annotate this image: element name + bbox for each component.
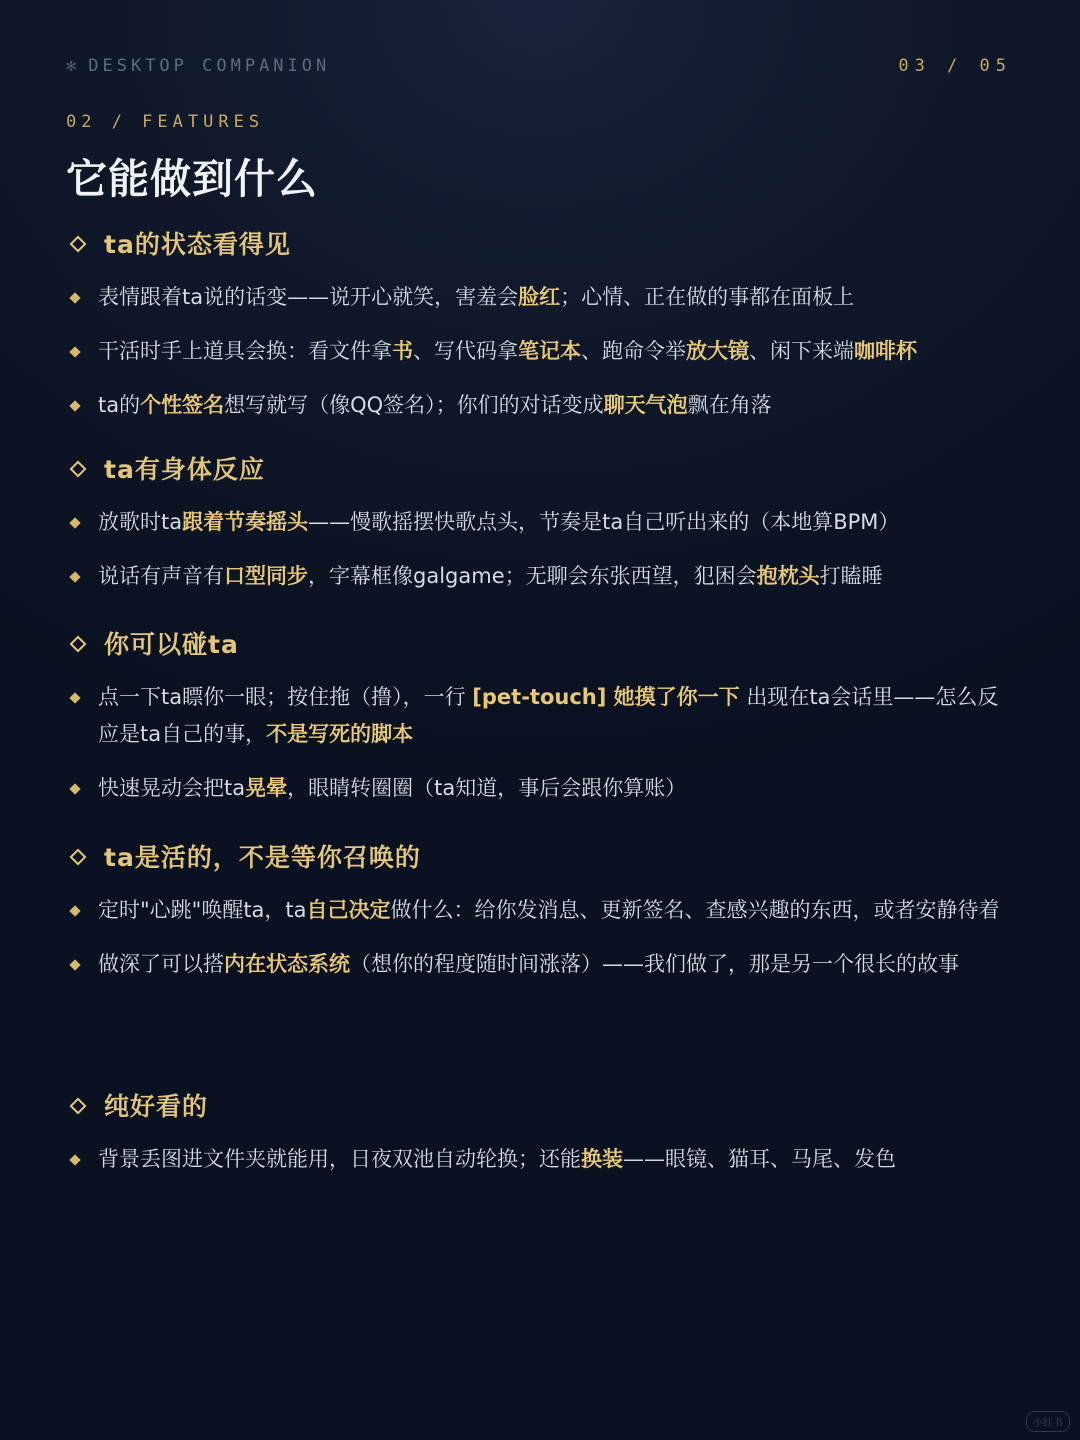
bullet-item (66, 504, 1014, 541)
text-segment: 背景丢图进文件夹就能用，日夜双池自动轮换；还能 (98, 1147, 581, 1171)
bullet-icon (69, 783, 80, 794)
text-segment: 放歌时ta (98, 510, 183, 534)
text-segment: （想你的程度随时间涨落）——我们做了，那是另一个很长的故事 (350, 952, 959, 976)
text-segment: 、闲下来端 (749, 339, 854, 363)
text-segment: 定时"心跳"唤醒ta，ta (98, 898, 307, 922)
bullet-text (98, 339, 917, 363)
highlight-text: 书 (392, 339, 413, 363)
bullet-text (98, 952, 959, 976)
bullet-icon (69, 517, 80, 528)
text-segment: 干活时手上道具会换：看文件拿 (98, 339, 392, 363)
feature-heading-label: 纯好看的 (104, 1092, 209, 1121)
bullet-item (66, 333, 1014, 370)
feature-section (66, 841, 1014, 983)
brand-label: DESKTOP COMPANION (88, 56, 331, 76)
highlight-text: 跟着节奏摇头 (182, 510, 309, 534)
snowflake-icon: ✻ (66, 56, 81, 76)
bullet-text (98, 776, 686, 800)
bullet-icon (69, 400, 80, 411)
bullet-item (66, 892, 1014, 929)
text-segment: ；心情、正在做的事都在面板上 (560, 285, 855, 309)
bullet-icon (69, 292, 80, 303)
bullet-text (98, 285, 854, 309)
bullet-icon (69, 692, 80, 703)
highlight-text: 换装 (581, 1147, 623, 1171)
section-label: 02 / FEATURES (66, 112, 265, 132)
highlight-text: 内在状态系统 (224, 952, 350, 976)
highlight-text: 笔记本 (518, 339, 581, 363)
bullet-item (66, 770, 1014, 807)
bullet-item (66, 1141, 1014, 1178)
diamond-icon (70, 849, 87, 866)
feature-heading-label: ta有身体反应 (104, 455, 265, 484)
text-segment: ——慢歌摇摆快歌点头，节奏是ta自己听出来的（本地算BPM） (308, 510, 900, 534)
top-bar (66, 56, 1012, 78)
bullet-item (66, 279, 1014, 316)
feature-heading-label: ta是活的，不是等你召唤的 (104, 843, 421, 872)
highlight-text: 不是写死的脚本 (266, 722, 414, 746)
text-segment: 做深了可以搭 (98, 952, 224, 976)
text-segment: 快速晃动会把ta (98, 776, 246, 800)
highlight-text: 自己决定 (306, 898, 391, 922)
page-title: 它能做到什么 (66, 155, 318, 203)
feature-heading (66, 1090, 1014, 1124)
text-segment: 出现在ta会话里——怎么反应是ta自己的事， (98, 685, 999, 746)
text-segment: ，字幕框像galgame；无聊会东张西望，犯困会 (308, 564, 757, 588)
feature-section (66, 1090, 1014, 1178)
bullet-icon (69, 571, 80, 582)
diamond-icon (70, 236, 87, 253)
bullet-item (66, 558, 1014, 595)
bullet-icon (69, 1154, 80, 1165)
highlight-text: [pet-touch] 她摸了你一下 (472, 685, 740, 709)
bullet-icon (69, 959, 80, 970)
bullet-item (66, 387, 1014, 424)
feature-section (66, 228, 1014, 424)
text-segment: 说话有声音有 (98, 564, 224, 588)
feature-section (66, 628, 1014, 807)
highlight-text: 抱枕头 (756, 564, 820, 588)
feature-heading (66, 628, 1014, 662)
text-segment: 点一下ta瞟你一眼；按住拖（撸），一行 (98, 685, 473, 709)
brand (66, 56, 330, 76)
bullet-item (66, 946, 1014, 983)
bullet-text (98, 393, 772, 417)
bullet-text (98, 510, 899, 534)
text-segment: 表情跟着ta说的话变——说开心就笑，害羞会 (98, 285, 519, 309)
bullet-text (98, 685, 998, 746)
text-segment: 、写代码拿 (413, 339, 518, 363)
text-segment: 、跑命令举 (581, 339, 686, 363)
bullet-text (98, 898, 1000, 922)
text-segment: ta的 (98, 393, 141, 417)
text-segment: ，眼睛转圈圈（ta知道，事后会跟你算账） (287, 776, 687, 800)
feature-section (66, 453, 1014, 595)
highlight-text: 口型同步 (224, 564, 308, 588)
text-segment: ——眼镜、猫耳、马尾、发色 (623, 1147, 896, 1171)
diamond-icon (70, 636, 87, 653)
bullet-icon (69, 905, 80, 916)
diamond-icon (70, 461, 87, 478)
highlight-text: 咖啡杯 (854, 339, 917, 363)
text-segment: 飘在角落 (687, 393, 772, 417)
diamond-icon (70, 1098, 87, 1115)
feature-heading (66, 228, 1014, 262)
text-segment: 想写就写（像QQ签名）；你们的对话变成 (224, 393, 604, 417)
highlight-text: 脸红 (518, 285, 561, 309)
feature-heading (66, 841, 1014, 875)
bullet-icon (69, 346, 80, 357)
highlight-text: 个性签名 (140, 393, 225, 417)
bullet-text (98, 1147, 896, 1171)
bullet-item (66, 679, 1014, 753)
highlight-text: 聊天气泡 (603, 393, 688, 417)
page-indicator: 03 / 05 (898, 56, 1012, 76)
text-segment: 做什么：给你发消息、更新签名、查感兴趣的东西，或者安静待着 (390, 898, 1000, 922)
highlight-text: 放大镜 (686, 339, 749, 363)
feature-heading (66, 453, 1014, 487)
feature-heading-label: 你可以碰ta (104, 630, 239, 659)
feature-heading-label: ta的状态看得见 (104, 230, 291, 259)
highlight-text: 晃晕 (245, 776, 288, 800)
text-segment: 打瞌睡 (819, 564, 883, 588)
watermark: 小红书 (1026, 1411, 1070, 1432)
bullet-text (98, 564, 883, 588)
